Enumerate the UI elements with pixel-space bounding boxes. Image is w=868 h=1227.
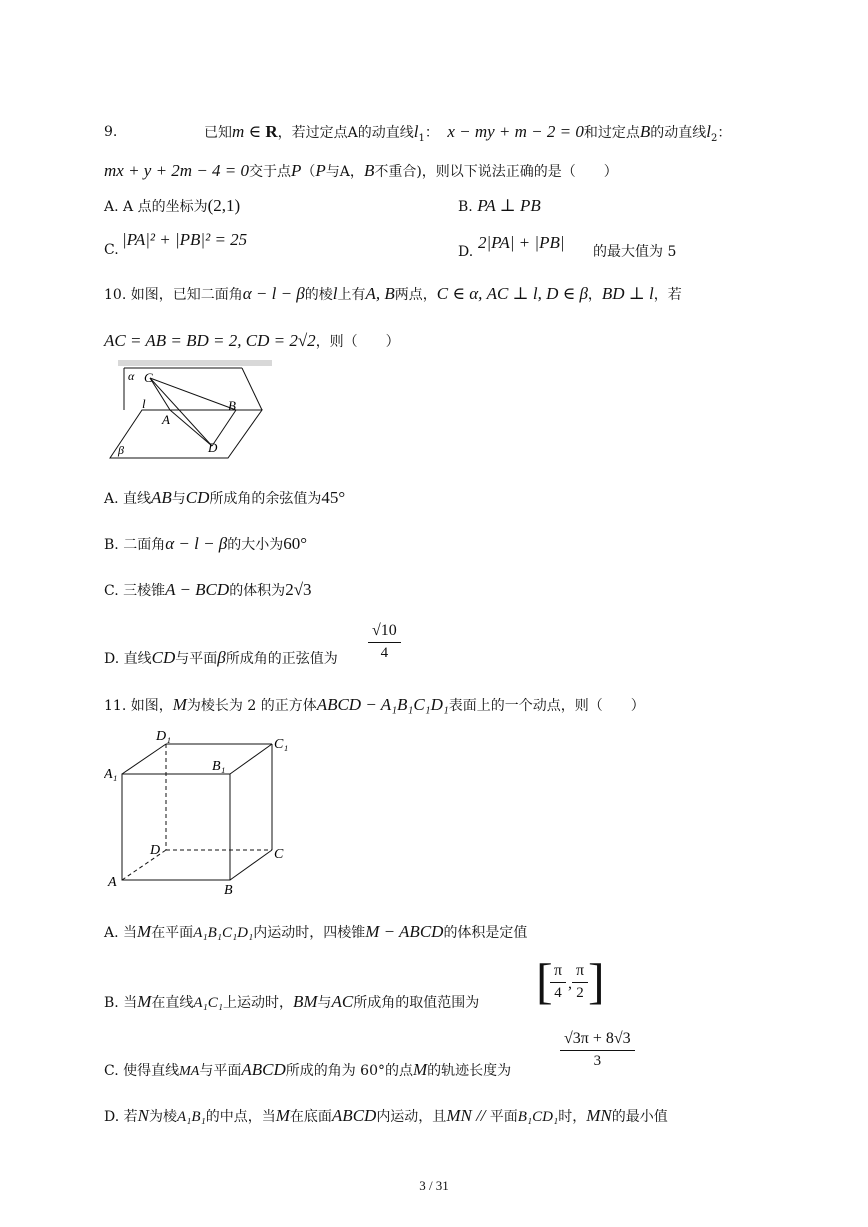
- q11-option-a: [104, 922, 527, 943]
- scan-artifact: [118, 360, 272, 366]
- math: M: [413, 1060, 428, 1079]
- math: B: [363, 161, 375, 180]
- math: AC = AB = BD = 2, CD = 2√2: [104, 331, 316, 350]
- math: M − ABCD: [365, 922, 444, 941]
- math: l: [332, 284, 338, 303]
- q9-option-a: [104, 196, 240, 217]
- option-label: D.: [104, 1109, 120, 1125]
- math: PA ⊥ PB: [477, 196, 541, 215]
- numerator: √10: [368, 622, 401, 643]
- segment-cd: [150, 378, 212, 446]
- math: A₁B₁C₁D₁: [193, 925, 254, 941]
- math: M: [275, 1106, 290, 1125]
- math: P: [291, 161, 302, 180]
- option-label: C.: [104, 242, 119, 258]
- math: MA: [179, 1064, 200, 1079]
- label-d1: D₁: [156, 729, 171, 744]
- segment-cb: [150, 378, 236, 410]
- comma: ,: [568, 975, 572, 992]
- option-label: A.: [104, 925, 119, 941]
- math: ABCD: [241, 1060, 286, 1079]
- q10-option-c: [104, 580, 312, 601]
- text: 交于点: [249, 164, 292, 180]
- math: |PA|² + |PB|² = 25: [122, 230, 248, 249]
- math: A, B: [365, 284, 395, 303]
- text: 不重合)，则以下说法正确的是（ ）: [374, 164, 618, 180]
- label-d: D: [208, 440, 218, 455]
- denominator: 4: [380, 645, 389, 661]
- q9-option-d-math: [478, 233, 565, 254]
- edge-b-c: [230, 850, 272, 880]
- text: 在直线: [151, 995, 194, 1011]
- math: α − l − β: [242, 284, 305, 303]
- math: 2√3: [285, 580, 312, 599]
- text: 所成角的余弦值为: [209, 491, 322, 507]
- math: (2,1): [207, 196, 241, 215]
- math: M: [172, 695, 187, 714]
- text: 当: [123, 925, 138, 941]
- q9-option-d: [458, 242, 473, 262]
- label-alpha: α: [128, 369, 135, 383]
- math: A₁C₁: [193, 995, 223, 1011]
- text: 的最大值为 5: [593, 244, 677, 260]
- math: M: [137, 922, 152, 941]
- numerator: π: [572, 962, 588, 983]
- text: ，则（ ）: [315, 334, 400, 350]
- math: AB: [151, 488, 172, 507]
- label-beta: β: [118, 443, 124, 457]
- segment-ac: [150, 378, 170, 410]
- fraction-arc-length: [560, 1030, 635, 1070]
- text: 上有: [337, 287, 366, 303]
- math: B₁CD₁: [517, 1109, 559, 1125]
- text: 为棱长为 2 的正方体: [186, 698, 317, 714]
- q9-option-c-math: [122, 230, 247, 251]
- math: 45°: [321, 488, 346, 507]
- text: 的体积是定值: [443, 925, 528, 941]
- math: B: [639, 122, 651, 141]
- label-c: C: [274, 847, 284, 862]
- text: 与: [171, 491, 186, 507]
- q11-stem: [104, 695, 645, 716]
- text: 在底面: [289, 1109, 332, 1125]
- text: （: [301, 164, 316, 180]
- text: 与A，: [325, 164, 364, 180]
- math: α − l − β: [165, 534, 228, 553]
- q10-option-a: [104, 488, 345, 509]
- label-c1: C₁: [274, 737, 289, 752]
- q10-stem-line2: [104, 331, 400, 352]
- math: CD: [185, 488, 210, 507]
- math: BM: [292, 992, 318, 1011]
- math: ABCD − A₁B₁C₁D₁: [316, 695, 449, 714]
- text: 所成角的取值范围为: [353, 995, 480, 1011]
- left-bracket: [: [536, 953, 553, 1009]
- text: ，若过定点A的动直线: [277, 125, 414, 141]
- label-b: B: [228, 398, 236, 413]
- edge-a1-d1: [122, 744, 166, 774]
- q9-stem-line2: [104, 161, 618, 182]
- math: R: [265, 122, 278, 141]
- q9-option-d-text: [593, 242, 676, 262]
- math-sub: 1: [418, 132, 425, 144]
- q10-option-d: [104, 648, 338, 669]
- denominator: 3: [593, 1053, 602, 1069]
- question-number: 11.: [104, 698, 127, 714]
- text: 直线: [123, 651, 152, 667]
- label-a: A: [108, 875, 117, 890]
- q9-option-c: [104, 240, 119, 260]
- right-bracket: ]: [588, 953, 605, 1009]
- text: 如图，: [130, 698, 173, 714]
- q11-option-d: [104, 1106, 668, 1127]
- math: BD ⊥ l: [601, 284, 654, 303]
- text: 的中点，当: [205, 1109, 276, 1125]
- label-a: A: [162, 412, 170, 427]
- math: 2|PA| + |PB|: [478, 233, 565, 252]
- text: 与平面: [199, 1063, 242, 1079]
- math: A₁B₁: [176, 1109, 206, 1125]
- text: 直线: [123, 491, 152, 507]
- text: ：: [717, 125, 732, 141]
- math-sub: 2: [711, 132, 718, 144]
- numerator: π: [550, 962, 566, 983]
- math: AC: [331, 992, 354, 1011]
- text: 内运动，且: [376, 1109, 447, 1125]
- text: 所成角的正弦值为: [225, 651, 338, 667]
- math: MN //: [446, 1106, 490, 1125]
- q10-option-b: [104, 534, 307, 555]
- text: 三棱锥: [123, 583, 166, 599]
- denominator: 4: [554, 985, 562, 1001]
- option-label: B.: [104, 995, 119, 1011]
- math: N: [137, 1106, 149, 1125]
- math: M: [137, 992, 152, 1011]
- option-label: C.: [104, 583, 119, 599]
- text: 使得直线: [123, 1063, 180, 1079]
- text: A 点的坐标为: [123, 199, 208, 215]
- math: MN: [586, 1106, 612, 1125]
- text: 表面上的一个动点，则（ ）: [448, 698, 645, 714]
- math: 60°: [283, 534, 308, 553]
- denominator: 2: [576, 985, 584, 1001]
- fraction-pi-over-4: [550, 962, 566, 1002]
- text: ，: [587, 287, 602, 303]
- text: 与: [317, 995, 332, 1011]
- fraction-sqrt10-over-4: [368, 622, 401, 662]
- option-label: C.: [104, 1063, 119, 1079]
- text: 为棱: [148, 1109, 177, 1125]
- text: 的体积为: [229, 583, 286, 599]
- page-number: 3 / 31: [419, 1178, 449, 1193]
- question-number: 10.: [104, 287, 127, 303]
- option-label: D.: [104, 651, 120, 667]
- math: A − BCD: [165, 580, 230, 599]
- math: P: [315, 161, 326, 180]
- text: 内运动时，四棱锥: [253, 925, 366, 941]
- q9-stem-line1: [204, 122, 731, 149]
- text: ：: [424, 125, 439, 141]
- text: 平面: [489, 1109, 518, 1125]
- q9-line1: [104, 122, 117, 142]
- text: 二面角: [123, 537, 166, 553]
- cube-front-face: [122, 774, 230, 880]
- label-b1: B₁: [212, 759, 226, 774]
- q9-option-b: [458, 196, 541, 217]
- edge-b1-c1: [230, 744, 272, 774]
- q10-stem-line1: [104, 284, 682, 305]
- math: x − my + m − 2 = 0: [447, 122, 584, 141]
- cube-figure: [104, 726, 294, 898]
- text: 若: [123, 1109, 138, 1125]
- math: C ∈ α, AC ⊥ l, D ∈ β: [436, 284, 588, 303]
- text: 的动直线: [650, 125, 707, 141]
- label-d: D: [150, 843, 161, 858]
- q11-option-b: [104, 992, 479, 1013]
- text: 所成的角为 60°的点: [285, 1063, 413, 1079]
- text: 在平面: [151, 925, 194, 941]
- text: 和过定点: [583, 125, 640, 141]
- dihedral-angle-figure: [104, 358, 274, 462]
- text: 上运动时，: [222, 995, 293, 1011]
- option-label: B.: [104, 537, 119, 553]
- text: 的最小值: [611, 1109, 668, 1125]
- math: mx + y + 2m − 4 = 0: [104, 161, 250, 180]
- math: l: [413, 122, 419, 141]
- text: 两点，: [394, 287, 437, 303]
- segment-ad: [170, 410, 212, 446]
- fraction-pi-over-2: [572, 962, 588, 1002]
- option-label: B.: [458, 199, 473, 215]
- label-b: B: [224, 883, 233, 898]
- numerator: √3π + 8√3: [560, 1030, 635, 1051]
- option-label: D.: [458, 244, 474, 260]
- math: CD: [151, 648, 176, 667]
- text: 的大小为: [227, 537, 284, 553]
- text: 的轨迹长度为: [427, 1063, 512, 1079]
- text: 已知: [204, 125, 232, 141]
- math: l: [706, 122, 711, 141]
- math: ABCD: [331, 1106, 377, 1125]
- label-a1: A₁: [104, 767, 118, 782]
- math: m ∈: [232, 122, 266, 141]
- label-l: l: [142, 396, 146, 411]
- label-c: C: [144, 370, 153, 385]
- text: 当: [123, 995, 138, 1011]
- plane-alpha-right-edge: [242, 368, 262, 410]
- question-number: 9.: [104, 124, 118, 140]
- math: β: [217, 648, 226, 667]
- text: 与平面: [175, 651, 218, 667]
- q11-option-c: [104, 1060, 511, 1082]
- text: 如图，已知二面角: [130, 287, 243, 303]
- option-label: A.: [104, 491, 119, 507]
- text: ，若: [653, 287, 682, 303]
- option-label: A.: [104, 199, 119, 215]
- text: 的棱: [304, 287, 333, 303]
- text: 时，: [558, 1109, 587, 1125]
